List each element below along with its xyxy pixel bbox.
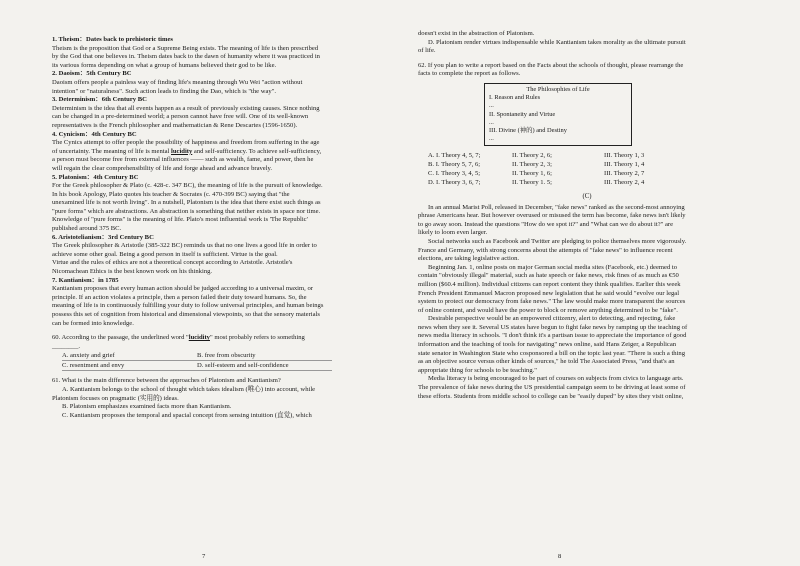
text-line: "pure forms" which are abstractions. An abstraction is something that neither exists in space nor time. (52, 207, 321, 215)
passage-c (418, 204, 756, 402)
text-line: intention" or "naturalness". Such action leads to finding the Dao, which is "the way". (52, 87, 277, 95)
q60-option-b[interactable]: B. free from obscurity (197, 351, 332, 361)
section-heading: 6. Aristotelianism：3rd Century BC (52, 233, 154, 241)
passage-line: contain "obviously illegal" material, such as hate speech or fake news, risk fines of as much as €50 (418, 272, 679, 280)
text-line: Kantianism proposes that every human action should be judged according to a universal maxim, or (52, 285, 313, 293)
q60-option-a[interactable]: A. anxiety and grief (62, 351, 197, 361)
q60-stem-after: " most probably refers to something (209, 334, 305, 342)
passage-line: France and Germany, with strong concerns about the attempts of "fake news" to influence recent (418, 246, 673, 254)
passage-line: of online content, and would have the power to block or remove anything determined to be "fake". (418, 306, 678, 314)
text-line: Determinism is the idea that all events happen as a result of previously existing causes. Since nothing (52, 104, 320, 112)
q62-option-c-part2: II. Theory 1, 6; (512, 169, 552, 177)
q62-option-d-part2: II. Theory 1. 5; (512, 178, 552, 186)
question-60-stem (52, 334, 384, 343)
passage-line: Beginning Jan. 1, online posts on major German social media sites (Facebook, etc.) deemed to (428, 263, 678, 271)
section-heading: 7. Kantianism：in 1785 (52, 276, 119, 284)
text-line: can be changed in a pre-determined world; a person cannot have free will. One of its well-known (52, 113, 309, 121)
passage-line: In an annual Marist Poll, released in December, "fake news" ranked as the second-most annoying (428, 203, 685, 211)
text-line: doesn't exist in the abstraction of Platonism. (418, 30, 535, 37)
q60-blank: ________. (52, 342, 81, 350)
text-line: unexamined life is not worth living". In a nutshell, Platonism is the idea that there exist such things as (52, 199, 321, 207)
text-line: of life. (418, 47, 436, 55)
text-line: published around 375 BC. (52, 225, 122, 233)
text-line: Knowledge of "pure forms" is the meaning of life. Plato's most influential work is 'The Republic' (52, 216, 308, 224)
passage-line: Social networks such as Facebook and Twitter are pledging to police themselves more vigorously. (428, 237, 687, 245)
q61-option-a[interactable]: A. Kantianism belongs to the school of thought which takes idealism (唯心) into account, while (62, 385, 316, 393)
q60-option-c[interactable]: C. resentment and envy (62, 361, 197, 371)
box-row: II. Spontaneity and Virtue (489, 110, 556, 118)
passage-line: Media literacy is being encouraged to be part of courses on subjects from civics to language arts. (428, 375, 684, 383)
passage-line: likely to loom even larger. (418, 229, 488, 237)
passage-label: (C) (582, 192, 592, 200)
question-61-stem: 61. What is the main difference between the approaches of Platonism and Kantianism? (52, 377, 281, 385)
section-heading: 3. Determinism：6th Century BC (52, 96, 147, 104)
box-row: ... (489, 135, 494, 143)
q62-options (428, 152, 756, 187)
box-row: ... (489, 118, 494, 126)
text-line: a person must become free from external influences —— such as wealth, fame, and power, then he (52, 156, 314, 164)
text-line: principle. If an action violates a principle, then a person failed their duty toward humans. So, the (52, 293, 307, 301)
q61-option-c[interactable]: C. Kantianism proposes the temporal and spacial concept from sensing intuition (直觉), which (62, 411, 312, 419)
text-line: The Greek philosopher & Aristotle (385-322 BC) reminds us that no one lives a good life in order to (52, 242, 317, 250)
q62-option-b-part3: III. Theory 1, 4 (604, 161, 645, 169)
q62-option-a-part1[interactable]: A. I. Theory 4, 5, 7; (428, 152, 481, 160)
passage-line: The prevalence of fake news during the US presidential campaign seem to be driving at least some of (418, 384, 686, 392)
passage-line: system to protect our democracy from fake news." The law would make more transparent the sources (418, 298, 686, 306)
text-line: achieve some other goal. Being a good person in itself is sufficient. Virtue is the goal. (52, 250, 278, 258)
text-line-underlined: of uncertainty. The meaning of life is mental lucidity and self-sufficiency. To achieve self-sufficiency, (52, 147, 322, 155)
q60-stem-before: 60. According to the passage, the underlined word " (52, 334, 189, 342)
text-line: can be formed into knowledge. (52, 319, 134, 327)
q60-option-d[interactable]: D. self-esteem and self-confidence (197, 361, 332, 371)
passage-line: Desirable perspective would be an empowered citizenry, alert to detecting, and rejecting, fake (428, 315, 676, 323)
question-62-stem-cont: facts to complete the report as follows. (418, 70, 521, 78)
page-number: 7 (202, 553, 206, 560)
text-line: Nicomachean Ethics is the best known work on his thinking. (52, 268, 213, 276)
box-row: ... (489, 102, 494, 110)
text-line: meaning of life is in continuously fulfilling your duty to follow universal principles, and human beings (52, 302, 324, 310)
q62-option-d-part3: III. Theory 2, 4 (604, 178, 645, 186)
q61-option-a-cont: Platonism focuses on pragmatic (实用的) ideas. (52, 394, 179, 402)
q60-options (62, 351, 332, 371)
text-line: its various forms depending on what a group of humans believed their god to be like. (52, 61, 277, 69)
passage-line: as an objective source versus other kinds of sources," he told The Associated Press, "and that's an (418, 358, 675, 366)
section-heading: 2. Daoism：5th Century BC (52, 70, 132, 78)
q62-option-d-part1[interactable]: D. I. Theory 3, 6, 7; (428, 178, 481, 186)
text-line: Virtue and the rules of ethics are not a theoretical concept according to Aristotle. Aristotle's (52, 259, 293, 267)
text-line: Daoism offers people a painless way of finding life's meaning through Wu Wei "action without (52, 78, 303, 86)
text-line: Theism is the proposition that God or a Supreme Being exists. The meaning of life is then prescribed (52, 44, 319, 52)
box-row: III. Divine (神的) and Destiny (489, 126, 567, 134)
q61-option-d[interactable]: D. Platonism render virtues indispensable while Kantianism takes morality as the ultimate pursuit (428, 38, 686, 46)
passage-line: state senator in Washington State who cosponsored a bill on the topic last year. "There is such a thing (418, 349, 686, 357)
passage-line: French President Emmanuel Macron proposed new legislation that he said would "evolve our legal (418, 289, 680, 297)
passage-line: information and the teaching of tools for navigating" news online, said Hans Zeiger, a Republican (418, 341, 677, 349)
underlined-word: lucidity (171, 147, 193, 155)
passage-line: news media literacy in schools. "I don't think it's a partisan issue to appreciate the importance of good (418, 332, 687, 340)
q62-option-b-part1[interactable]: B. I. Theory 5, 7, 6; (428, 161, 481, 169)
q61-option-b[interactable]: B. Platonism emphasizes examined facts more than Kantianism. (62, 403, 232, 411)
page-number: 8 (558, 553, 562, 560)
passage-line: appropriate thing for schools to be teaching." (418, 366, 537, 374)
q62-option-a-part2: II. Theory 2, 6; (512, 152, 552, 160)
question-62-stem: 62. If you plan to write a report based on the Facts about the schools of thought, please rearrange the (418, 61, 684, 69)
left-page (52, 0, 384, 566)
passage-line: to go away soon. Instead the questions "How do we spot it?" and "What can we do about it?" are (418, 220, 674, 228)
q62-option-c-part3: III. Theory 2, 7 (604, 169, 645, 177)
section-heading: 4. Cynicism：4th Century BC (52, 130, 137, 138)
text-line: In his book Apology, Plato quotes his teacher & Socrates (c. 470-399 BC) saying that "the (52, 190, 290, 198)
q62-option-b-part2: II. Theory 2, 3; (512, 161, 552, 169)
section-heading: 1. Theism：Dates back to prehistoric times (52, 36, 173, 43)
right-page (418, 0, 756, 566)
q62-option-c-part1[interactable]: C. I. Theory 3, 4, 5; (428, 169, 481, 177)
passage-line: phrase Americans hear. But however overused or misused the term has become, fake news isn't likely (418, 212, 686, 220)
passage-line: million ($60.4 million). Individual citizens can report content they think qualifies. Earlier this week (418, 280, 681, 288)
text-line: The Cynics attempt to offer people the possibility of happiness and freedom from suffering in the age (52, 139, 320, 147)
passage-line: news when they see it. Several US states have begun to fight fake news by ramping up the teaching of (418, 323, 688, 331)
q62-option-a-part3: III. Theory 1, 3 (604, 152, 645, 160)
q60-underlined-word: lucidity (188, 334, 210, 342)
text-line: will regain the clear comprehensibility of life and forge ahead and advance bravely. (52, 164, 273, 172)
text-line: possess this set of cognition from historical and dimensional viewpoints, so that the sensory materials (52, 311, 320, 318)
passage-line: these efforts. Students from middle school to college can be "easily duped" by sites they visit online, (418, 392, 684, 400)
report-outline-box (484, 83, 632, 146)
text-line: For the Greek philosopher & Plato (c. 428-c. 347 BC), the meaning of life is the pursuit of knowledge. (52, 182, 323, 190)
section-heading: 5. Platonism：4th Century BC (52, 173, 139, 181)
text-line: representatives is the French philosopher and mathematician & Rene Descartes (1596-1650). (52, 121, 298, 129)
text-line: by the God that one believes in. Theism dates back to the dawn of humanity where it was practiced in (52, 53, 320, 61)
box-row: I. Reason and Rules (489, 94, 541, 102)
passage-line: elections, are taking legislative action. (418, 255, 520, 263)
box-title: The Philosophies of Life (526, 85, 590, 93)
